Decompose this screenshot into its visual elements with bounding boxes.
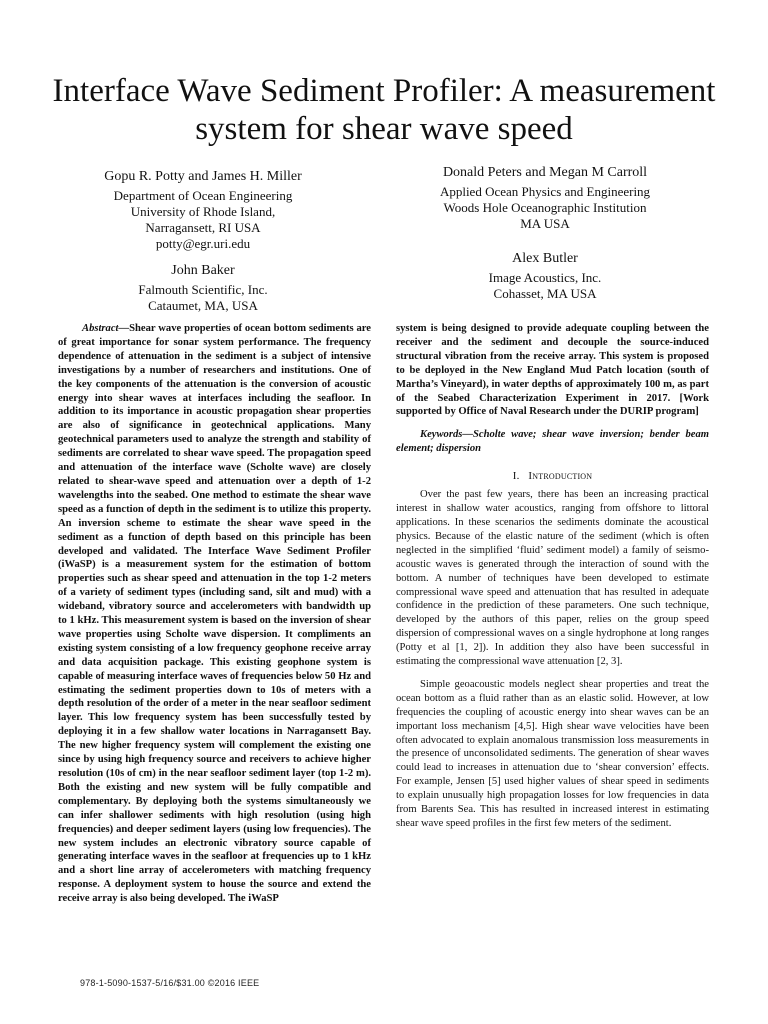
affiliation-line: Cataumet, MA, USA <box>148 298 258 313</box>
keywords-text: Scholte wave; shear wave inversion; bender beam element; dispersion <box>396 429 709 455</box>
abstract-continuation: system is being designed to provide adequate coupling between the receiver and the sediment and decouple the source-induced structural vibration from the receive array. This system is proposed to be deployed in the New England Mud Patch location (south of Martha’s Vineyard), in water depths of approximately 100 m, as part of the Seabed Characterization Experiment in 2017. [Work supported by Office of Naval Research under the DURIP program] <box>396 323 709 418</box>
affiliation-line: University of Rhode Island, <box>130 204 276 219</box>
author-block-peters-carroll <box>414 164 676 232</box>
abstract-text: Shear wave properties of ocean bottom sediments are of great importance for sonar system performance. The frequency dependence of attenuation in the sediment is a subject of intensive investigations by a number of researchers and institutions. One of the key components of the attenuation is the conversion of acoustic energy into shear waves at interfaces including the seafloor. In addition to its importance in acoustic propagation shear properties are also of significance in geotechnical applications. Many geotechnical parameters used to analyze the strength and stability of sediments are correlated to shear wave speed. The propagation speed and attenuation of the interface wave (Scholte wave) are closely related to shear-wave speed and attenuation over a depth of 1-2 wavelengths into the seabed. One method to estimate the shear wave speed as a function of depth in the sediment is to utilize this property. An inversion scheme to estimate the shear wave speed in the sediment as a function of depth based on this principle has been developed and validated. The Interface Wave Sediment Profiler (iWaSP) is a measurement system for the estimation of bottom properties such as shear speed and attenuation in the top 1-2 meters of a variety of sediment types (including sand, silt and mud) with a wideband, vibratory source and accelerometers with bandwidth up to 1 kHz. This measurement system is based on the inversion of shear wave properties using Scholte wave dispersion. It compliments an existing system consisting of a low frequency geophone receive array and data acquisition package. This existing geophone system is capable of measuring interface waves of frequencies below 50 Hz and estimating the sediment properties down to 10s of meters with a depth resolution of the order of a meter in the near seafloor sediment layer. This low frequency system has been successfully tested by deploying it in a few shallow water locations in Narragansett Bay. The new higher frequency system will complement the existing one since by using high frequency source and receivers to achieve higher resolution (10s of cm) in the near seafloor sediment layer (top 1-2 m). Both the existing and new system will be fully compatible and complementary. By deploying both the systems simultaneously we can infer shallower sediments with high resolution (using high frequencies) and deeper sediment layers (using low frequencies). The new system includes an electronic vibratory source capable of generating interface waves in the seafloor at frequencies up to 1 kHz and a short line array of accelerometers with matching frequency response. A deployment system to house the source and extend the receive array is also being developed. The iWaSP <box>58 323 371 905</box>
abstract-dash: — <box>118 323 130 334</box>
copyright-footer: 978-1-5090-1537-5/16/$31.00 ©2016 IEEE <box>80 978 260 988</box>
section-heading <box>396 469 709 483</box>
author-names: Gopu R. Potty and James H. Miller <box>104 169 302 184</box>
keywords-label: Keywords <box>420 429 463 441</box>
abstract-paragraph <box>58 322 371 906</box>
author-names: John Baker <box>171 263 235 278</box>
affiliation-line: MA USA <box>520 216 570 231</box>
author-names: Donald Peters and Megan M Carroll <box>442 165 648 180</box>
section-title: Introduction <box>528 470 593 483</box>
intro-paragraph: Simple geoacoustic models neglect shear properties and treat the ocean bottom as a fluid rather than as an elastic solid. However, at low frequencies the coupling of acoustic energy into shear waves can be an important loss mechanism [4,5]. High shear wave velocities have been often advocated to explain anomalous transmission loss measurements in the presence of unconsolidated sediments. The generation of shear waves could lead to increases in attenuation due to ‘shear conversion’ effects. For example, Jensen [5] used higher values of shear speed in sediments to explain unusually high propagation losses for low frequencies in data from Barents Sea. This has resulted in increased interest in estimating shear wave speed profiles in the first few meters of the sediment. <box>396 678 709 829</box>
affiliation-line: Cohasset, MA USA <box>493 286 597 301</box>
author-block-potty-miller <box>98 168 308 252</box>
author-block-butler <box>414 250 676 302</box>
affiliation-line: Applied Ocean Physics and Engineering <box>439 184 651 199</box>
affiliation-line: Narragansett, RI USA <box>145 220 261 235</box>
author-email: potty@egr.uri.edu <box>155 236 251 251</box>
keywords-dash: — <box>462 429 473 441</box>
left-column <box>58 322 371 906</box>
abstract-label: Abstract <box>82 323 119 334</box>
section-number: I. <box>512 470 520 483</box>
affiliation-line: Department of Ocean Engineering <box>113 188 293 203</box>
affiliation-line: Image Acoustics, Inc. <box>488 270 602 285</box>
author-names: Alex Butler <box>512 251 578 266</box>
keywords-paragraph <box>396 428 709 456</box>
author-block-baker <box>98 262 308 314</box>
affiliation-line: Woods Hole Oceanographic Institution <box>443 200 647 215</box>
intro-paragraph: Over the past few years, there has been an increasing practical interest in shallow water acoustics, ranging from offshore to littoral applications. In these scenarios the sediments dominate the acoustical physics. Because of the elastic nature of the sediment (which is often neglected in the simplified ‘fluid’ sediment model) a family of seismo-acoustic waves is generated through the interaction of sound with the bottom. A number of techniques have been developed to estimate compressional wave speed and attenuation that has resulted in adequate confidence in the prediction of these parameters. One such technique, developed by the authors of this paper, relies on the group speed dispersion of compressional waves on a single hydrophone at long ranges (Potty et al [1, 2]). In addition they also have been successful in estimating the compressional wave attenuation [2, 3]. <box>396 489 709 668</box>
paper-title: Interface Wave Sediment Profiler: A measurement system for shear wave speed <box>52 73 716 147</box>
affiliation-line: Falmouth Scientific, Inc. <box>138 282 268 297</box>
right-column <box>396 322 709 831</box>
